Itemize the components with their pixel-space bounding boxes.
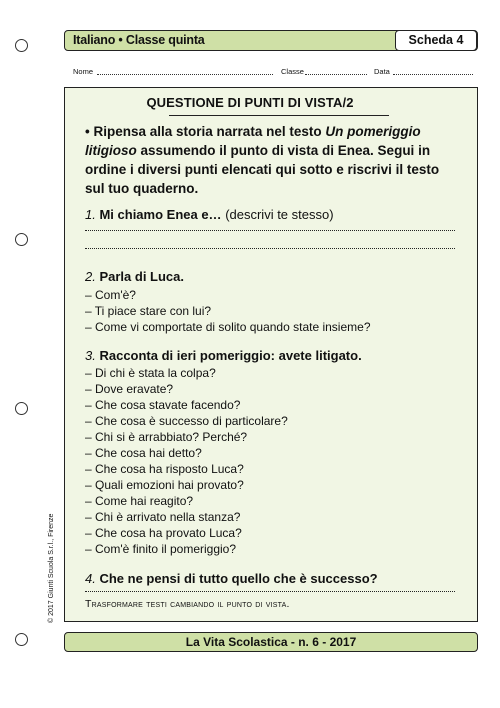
list-item: – Che cosa è successo di particolare? [85,414,288,428]
answer-line[interactable] [85,591,455,592]
binder-hole-3 [15,402,28,415]
list-item: – Come hai reagito? [85,494,194,508]
question-number: 3. [85,348,96,363]
list-item: – Quali emozioni hai provato? [85,478,244,492]
list-item: – Ti piace stare con lui? [85,304,212,318]
list-item: – Di chi è stata la colpa? [85,366,216,380]
list-item: – Che cosa hai detto? [85,446,202,460]
exercise-title: QUESTIONE DI PUNTI DI VISTA/2 [146,95,354,110]
list-item: – Com'è? [85,288,136,302]
name-field[interactable] [97,73,273,75]
question-3 [85,348,362,363]
instructions-text-2: assumendo il punto di vista di Enea. Segui in ordine i diversi punti elencati qui sotto e riscrivi il testo sul tuo quaderno. [85,143,440,196]
answer-line[interactable] [85,248,455,249]
question-1 [85,207,334,222]
question-4 [85,571,378,586]
list-item: – Com'è finito il pomeriggio? [85,542,237,556]
sheet-number: Scheda 4 [395,30,477,51]
instructions [85,122,460,198]
question-number: 1. [85,207,96,222]
question-2 [85,269,184,284]
learning-objective: Trasformare testi cambiando il punto di vista. [85,598,290,610]
date-field[interactable] [393,73,473,75]
question-text: Racconta di ieri pomeriggio: avete litigato. [99,348,362,363]
binder-hole-2 [15,233,28,246]
list-item: – Che cosa ha provato Luca? [85,526,242,540]
class-label: Classe [281,67,304,76]
date-label: Data [374,67,390,76]
list-item: – Dove eravate? [85,382,174,396]
list-item: – Come vi comportate di solito quando state insieme? [85,320,371,334]
footer-bar: La Vita Scolastica - n. 6 - 2017 [64,632,478,652]
instructions-text-1: Ripensa alla storia narrata nel testo [93,124,322,139]
question-text: Parla di Luca. [99,269,185,284]
question-number: 4. [85,571,96,586]
name-label: Nome [73,67,94,76]
subject-label: Italiano • Classe quinta [73,33,205,47]
binder-hole-1 [15,39,28,52]
question-text: Che ne pensi di tutto quello che è successo? [99,571,378,586]
bullet: • [85,124,90,139]
list-item: – Chi è arrivato nella stanza? [85,510,241,524]
question-number: 2. [85,269,96,284]
question-text: Mi chiamo Enea e… [99,207,222,222]
header-bar [64,30,478,51]
title-underline [169,115,389,116]
copyright-notice: © 2017 Giunti Scuola S.r.l., Firenze [48,513,55,623]
question-hint: (descrivi te stesso) [225,207,334,222]
list-item: – Che cosa stavate facendo? [85,398,241,412]
binder-hole-4 [15,633,28,646]
story-title: Un pomeriggio litigioso [85,124,421,158]
list-item: – Che cosa ha risposto Luca? [85,462,244,476]
answer-line[interactable] [85,230,455,231]
class-field[interactable] [305,73,367,75]
list-item: – Chi si è arrabbiato? Perché? [85,430,248,444]
student-fields [73,67,473,79]
